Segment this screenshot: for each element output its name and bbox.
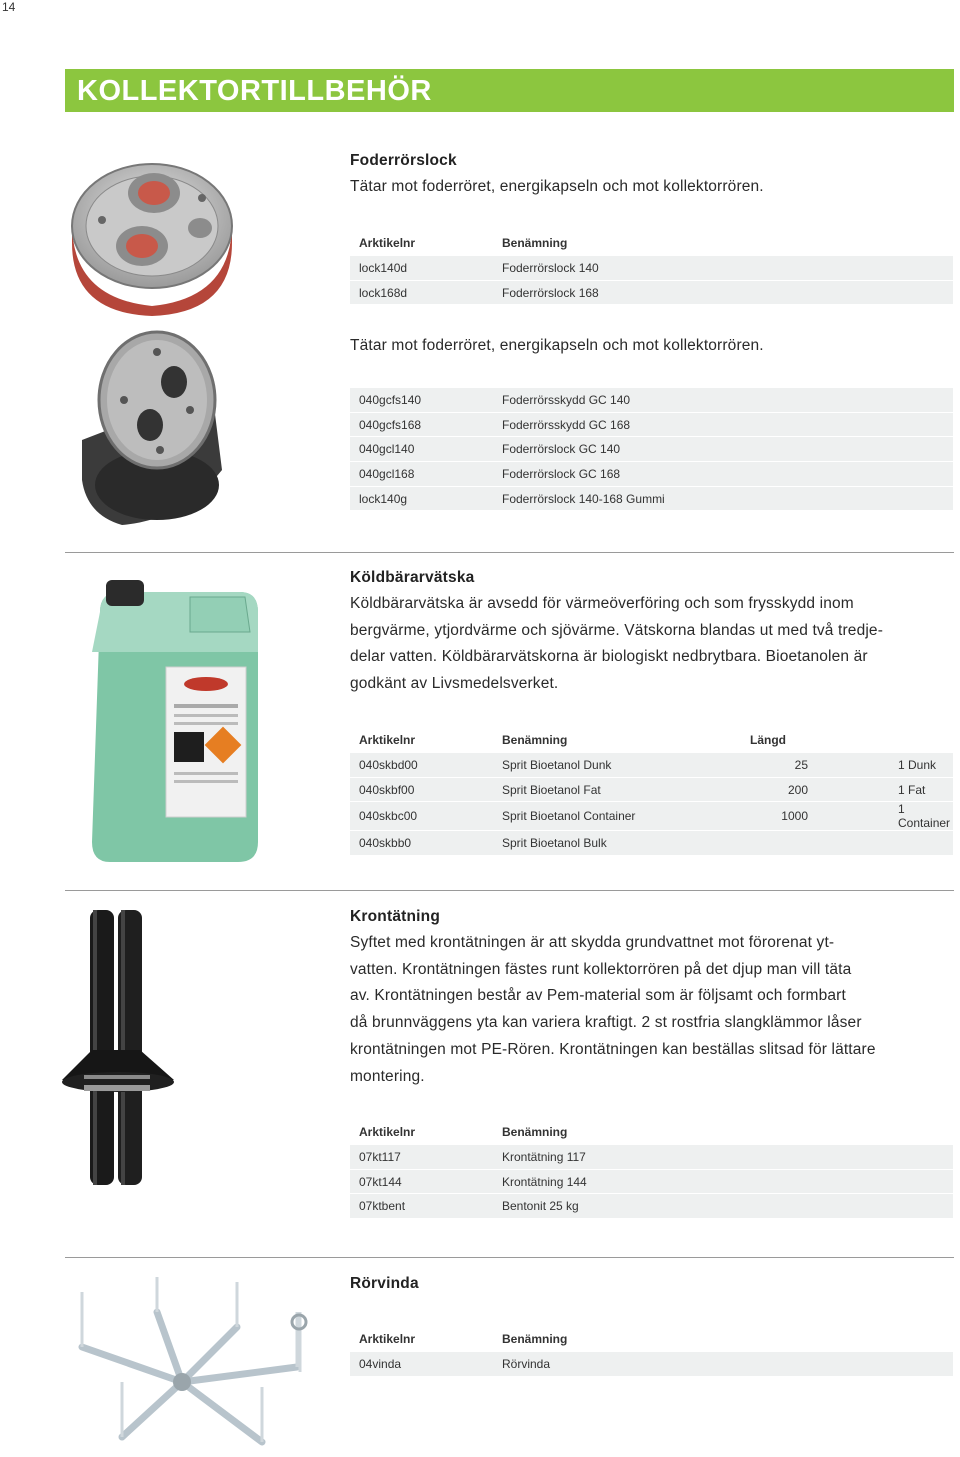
article-number: 07kt144 [350,1169,493,1194]
pipe-reel-photo [62,1272,342,1452]
product-name: Foderrörslock 140 [493,256,953,281]
section-divider [65,1257,954,1258]
column-header-name: Benämning [502,1125,568,1139]
section-title-koldbararvatska: Köldbärarvätska [350,569,475,586]
product-name: Bentonit 25 kg [493,1194,953,1219]
column-header-name: Benämning [502,1332,568,1346]
section-divider [65,890,954,891]
section-title-krontatning: Krontätning [350,908,441,925]
section-title-foderrorslock: Foderrörslock [350,152,457,169]
article-number: 040skbd00 [350,753,493,778]
article-number: 07ktbent [350,1194,493,1219]
section-description [350,930,950,1090]
table-row [350,280,953,305]
table-row [350,1169,953,1194]
article-number: 04vinda [350,1352,493,1377]
product-name: Foderrörsskydd GC 168 [493,412,953,437]
product-table-foderrorsskydd [350,387,953,511]
page-banner: KOLLEKTORTILLBEHÖR [65,69,954,112]
pipe-cap-photo [62,148,242,318]
text-line: av. Krontätningen består av Pem-material som är följsamt och formbart [350,987,846,1005]
product-name: Foderrörslock GC 168 [493,462,953,487]
product-table-krontatning [350,1120,953,1219]
text-line: då brunnväggens yta kan variera kraftigt. 2 st rostfria slangklämmor låser [350,1014,862,1032]
text-line: vatten. Krontätningen fästes runt kollektorrören på det djup man vill täta [350,960,852,978]
article-number: 040gcfs168 [350,412,493,437]
table-row [350,486,953,511]
table-row [350,437,953,462]
product-table-rorvinda [350,1327,953,1377]
article-number: 040gcfs140 [350,388,493,413]
unit-value: 1 Container [808,802,953,831]
table-row [350,1352,953,1377]
table-row [350,1145,953,1170]
article-number: 040skbb0 [350,831,493,856]
table-row [350,802,953,831]
article-number: 07kt117 [350,1145,493,1170]
product-name: Foderrörslock 140-168 Gummi [493,486,953,511]
text-line: godkänt av Livsmedelsverket. [350,675,559,693]
column-header-article: Arktikelnr [359,1125,416,1139]
section-description [350,591,950,698]
coolant-canister-photo [80,572,265,867]
column-header-length: Längd [750,733,786,747]
crown-seal-photo [62,910,202,1185]
product-name: Foderrörslock GC 140 [493,437,953,462]
table-row [350,777,953,802]
table-row [350,1194,953,1219]
column-header-name: Benämning [502,733,568,747]
column-header-article: Arktikelnr [359,236,416,250]
text-line: Köldbärarvätska är avsedd för värmeöverföring och som frysskydd inom [350,595,854,612]
unit-value: 1 Fat [808,777,953,802]
product-name: Foderrörslock 168 [493,280,953,305]
page-number: 14 [2,0,16,14]
unit-value: 1 Dunk [808,753,953,778]
article-number: 040skbf00 [350,777,493,802]
unit-value [808,831,953,856]
article-number: 040gcl168 [350,462,493,487]
text-line: montering. [350,1067,425,1085]
text-line: krontätningen mot PE-Rören. Krontätningen kan beställas slitsad för lättare [350,1040,876,1058]
column-header-article: Arktikelnr [359,733,416,747]
column-header-name: Benämning [502,236,568,250]
table-row [350,256,953,281]
section-divider [65,552,954,553]
section-title-rorvinda: Rörvinda [350,1275,419,1292]
cover-plate-photo [62,330,232,530]
length-value: 200 [712,777,808,802]
article-number: 040skbc00 [350,802,493,831]
product-table-koldbararvatska [350,728,953,856]
column-header-unit [808,728,953,753]
product-name: Sprit Bioetanol Fat [493,777,712,802]
article-number: lock140g [350,486,493,511]
table-row [350,753,953,778]
length-value: 1000 [712,802,808,831]
text-line: Syftet med krontätningen är att skydda grundvattnet mot förorenat yt- [350,934,835,951]
product-name: Sprit Bioetanol Bulk [493,831,712,856]
article-number: lock140d [350,256,493,281]
length-value [712,831,808,856]
product-name: Rörvinda [493,1352,953,1377]
product-name: Sprit Bioetanol Dunk [493,753,712,778]
text-line: bergvärme, ytjordvärme och sjövärme. Vätskorna blandas ut med två tredje- [350,621,884,639]
section-description: Tätar mot foderröret, energikapseln och mot kollektorrören. [350,178,764,195]
table-row [350,462,953,487]
article-number: lock168d [350,280,493,305]
product-name: Krontätning 144 [493,1169,953,1194]
column-header-article: Arktikelnr [359,1332,416,1346]
table-row [350,831,953,856]
product-name: Sprit Bioetanol Container [493,802,712,831]
length-value: 25 [712,753,808,778]
text-line: delar vatten. Köldbärarvätskorna är biologiskt nedbrytbara. Bioetanolen är [350,648,868,666]
product-name: Krontätning 117 [493,1145,953,1170]
section-description-2: Tätar mot foderröret, energikapseln och mot kollektorrören. [350,337,764,354]
table-row [350,388,953,413]
article-number: 040gcl140 [350,437,493,462]
table-row [350,412,953,437]
product-table-foderrorslock [350,231,953,305]
product-name: Foderrörsskydd GC 140 [493,388,953,413]
